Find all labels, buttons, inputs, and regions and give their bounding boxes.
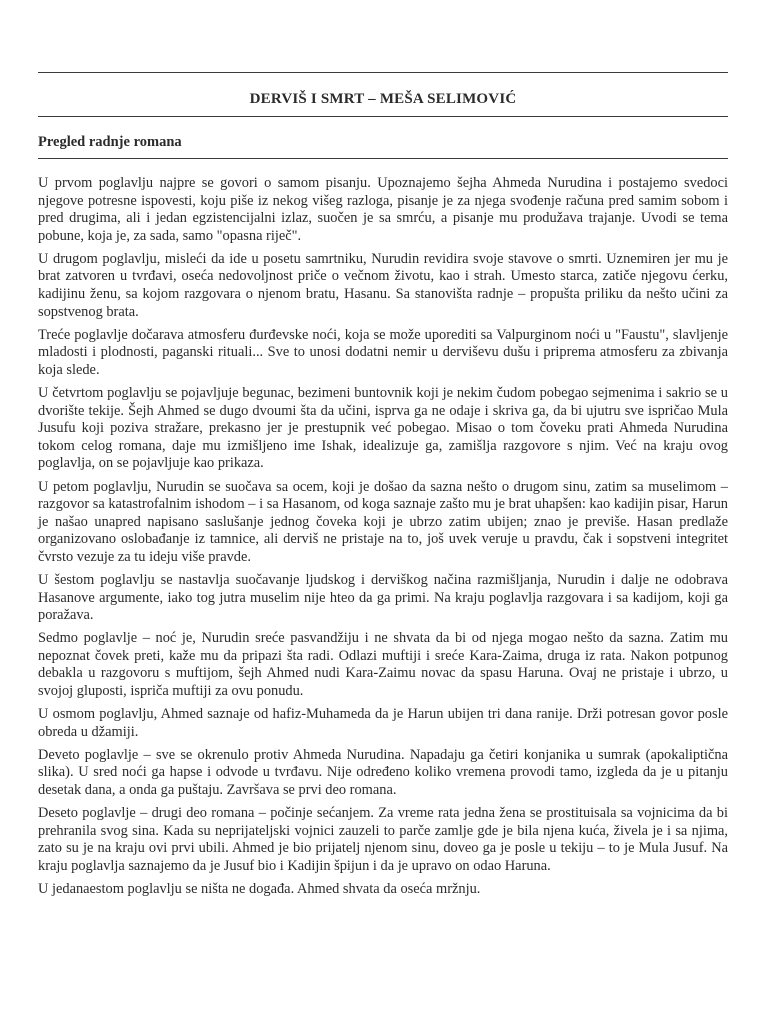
section-heading: Pregled radnje romana (38, 134, 182, 150)
paragraph: Treće poglavlje dočarava atmosferu đurđevske noći, koja se može uporediti sa Valpurginom noći u "Faustu", slavljenje mladosti i plodnosti, paganski rituali... Sve to unosi dodatni nemir u derviševu dušu i priprema atmosferu za zbivanja koja slede. (38, 326, 728, 378)
paragraph: U jedanaestom poglavlju se ništa ne događa. Ahmed shvata da oseća mržnju. (38, 880, 481, 897)
paragraph: Deseto poglavlje – drugi deo romana – počinje sećanjem. Za vreme rata jedna žena se prostituisala sa vojnicima da bi prehranila svog sina. Kada su neprijateljski vojnici zauzeli to parče zamlje gde je bila njena kuća, živela je i sa njima, zato su je na kraju ovi prvi ubili. Ahmed je bio prijatelj njenom sinu, doveo ga je posle u tekiju – to je Mula Jusuf. Na kraju poglavlja saznajemo da je Jusuf bio i Kadijin špijun i da je upravo on odao Haruna. (38, 805, 728, 874)
paragraph: Deveto poglavlje – sve se okrenulo protiv Ahmeda Nurudina. Napadaju ga četiri konjanika u sumrak (apokaliptična slika). U sred noći ga hapse i odvode u tvrđavu. Nije određeno koliko vremena provodi tamo, izgleda da je u pitanju desetak dana, a onda ga puštaju. Završava se prvi deo romana. (38, 746, 728, 798)
paragraph: Sedmo poglavlje – noć je, Nurudin sreće pasvandžiju i ne shvata da bi od njega mogao nešto da sazna. Zatim mu nepoznat čovek preti, kaže mu da pripazi šta radi. Odlazi muftiji i sreće Kara-Zaima, druga iz rata. Nakon potpunog debakla u razgovoru s muftijom, šejh Ahmed nudi Kara-Zaimu novac da spasu Haruna. Ovaj ne pristaje i ubrzo, u svojoj gluposti, ispriča muftiji za ovu ponudu. (38, 630, 728, 700)
paragraph: U drugom poglavlju, misleći da ide u posetu samrtniku, Nurudin revidira svoje stavove o smrti. Uznemiren jer mu je brat zatvoren u tvrđavi, oseća nedovoljnost priče o večnom životu, kao i strah. Umesto starca, zatiče njegovu ćerku, kadijinu ženu, sa kojom razgovara o njenom bratu, Hasanu. Sa stanovišta radnje – propušta priliku da nešto učini za sopstvenog brata. (38, 250, 728, 320)
document-page (38, 0, 728, 904)
paragraph: U četvrtom poglavlju se pojavljuje begunac, bezimeni buntovnik koji je nekim čudom pobegao sejmenima i sakrio se u dvorište tekije. Šejh Ahmed se dugo dvoumi šta da učini, isprva ga ne odaje i skriva ga, da bi ujutru sve ispričao Mula Jusufu koji poziva stražare, prekasno jer je prestupnik već pobegao. Misao o tom čoveku prati Ahmeda Nurudina tokom celog romana, daje mu izmišljeno ime Ishak, idealizuje ga, zamišlja razgovore s njim. Već na kraju ovog poglavlja, on se pojavljuje kao prikaza. (38, 385, 728, 472)
document-title: DERVIŠ I SMRT – MEŠA SELIMOVIĆ (249, 91, 517, 107)
document-body (38, 159, 728, 899)
paragraph: U osmom poglavlju, Ahmed saznaje od hafiz-Muhameda da je Harun ubijen tri dana ranije. Drži potresan govor posle obreda u džamiji. (38, 706, 728, 740)
paragraph: U petom poglavlju, Nurudin se suočava sa ocem, koji je došao da sazna nešto o drugom sinu, zatim sa muselimom – razgovor sa katastrofalnim ishodom – i sa Hasanom, od koga saznaje zašto mu je brat uhapšen: kao kadijin pisar, Harun je našao unapred napisano saslušanje jednog čoveka koji je ubrzo zatim ubijen; znao je previše. Hasan predlaže organizovano oslobađanje iz tamnice, ali derviš ne pristaje na to, još uvek veruje u pravdu, čak i sopstveni integritet čvrsto vezuje za tu ideju više pravde. (38, 478, 728, 565)
paragraph: U prvom poglavlju najpre se govori o samom pisanju. Upoznajemo šejha Ahmeda Nurudina i postajemo svedoci njegove potresne ispovesti, koju piše iz nekog višeg razloga, pisanje je za njega svođenje računa pred samim sobom i pred drugima, ali i jedan egzistencijalni izlaz, suočen je sa smrću, a pisanje mu produžava trajanje. Uvodi se tema pobune, koja je, za sada, samo "opasna riječ". (38, 175, 728, 244)
paragraph: U šestom poglavlju se nastavlja suočavanje ljudskog i derviškog načina razmišljanja, Nurudin i dalje ne odobrava Hasanove argumente, iako tog jutra muselim nije hteo da ga primi. Na kraju poglavlja razgovara i sa kadijom, koji ga poražava. (38, 571, 728, 624)
